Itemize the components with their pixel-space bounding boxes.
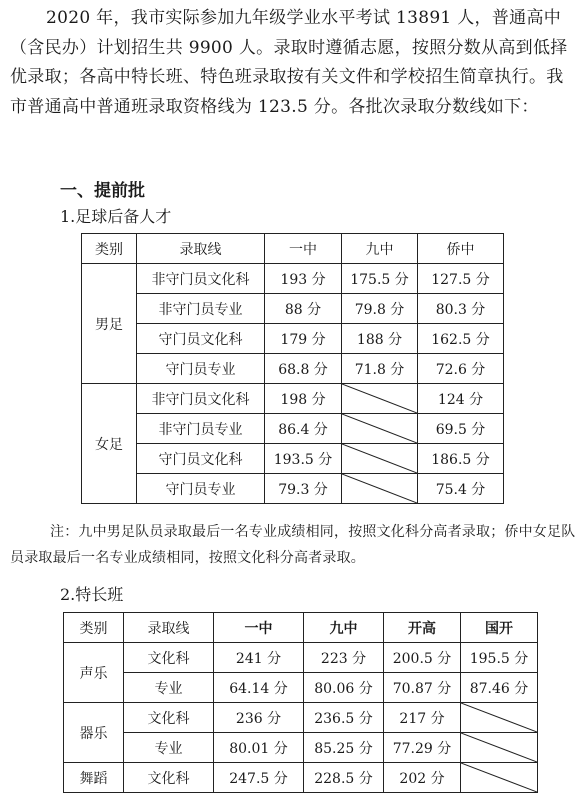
category-cell: 舞蹈 <box>64 763 124 793</box>
line-cell: 文化科 <box>124 703 214 733</box>
line-cell: 守门员文化科 <box>137 444 265 474</box>
line-cell: 非守门员文化科 <box>137 384 265 414</box>
table-row <box>82 354 504 384</box>
diagonal-line <box>342 474 417 503</box>
empty-diagonal-cell <box>342 474 418 504</box>
score-cell: 198 分 <box>265 384 342 414</box>
empty-diagonal-cell <box>342 444 418 474</box>
category-cell: 男足 <box>82 264 137 384</box>
table-row <box>82 384 504 414</box>
score-cell: 247.5 分 <box>214 763 304 793</box>
header-line: 录取线 <box>124 613 214 643</box>
note-text: 注：九中男足队员录取最后一名专业成绩相同，按照文化科分高者录取；侨中女足队员录取最后一名专业成绩相同，按照文化科分高者录取。 <box>10 524 576 566</box>
line-cell: 守门员文化科 <box>137 324 265 354</box>
score-cell: 200.5 分 <box>384 643 461 673</box>
line-cell: 守门员专业 <box>137 474 265 504</box>
intro-text: 2020 年，我市实际参加九年级学业水平考试 13891 人，普通高中（含民办）计划招生共 9900 人。录取时遵循志愿，按照分数从高到低择优录取；各高中特长班、特色班录取按有关文件和学校招生简章执行。我市普通高中普通班录取资格线为 123.5 分。各批次录取分数线如下： <box>10 8 568 117</box>
line-cell: 文化科 <box>124 763 214 793</box>
line-cell: 专业 <box>124 733 214 763</box>
table-row <box>82 324 504 354</box>
table-row <box>64 703 538 733</box>
table-row <box>82 474 504 504</box>
table-row <box>82 264 504 294</box>
line-cell: 守门员专业 <box>137 354 265 384</box>
table-row <box>82 414 504 444</box>
score-cell: 85.25 分 <box>304 733 384 763</box>
score-cell: 88 分 <box>265 294 342 324</box>
score-cell: 80.01 分 <box>214 733 304 763</box>
table-header-row <box>64 613 538 643</box>
football-subheading: 1.足球后备人才 <box>60 207 172 226</box>
table-row <box>64 763 538 793</box>
table-header-row <box>82 234 504 264</box>
section-heading: 一、提前批 <box>60 181 145 201</box>
score-cell: 193.5 分 <box>265 444 342 474</box>
diagonal-line <box>342 414 417 443</box>
score-cell: 127.5 分 <box>418 264 504 294</box>
score-cell: 79.8 分 <box>342 294 418 324</box>
header-guokai: 国开 <box>461 613 538 643</box>
score-cell: 179 分 <box>265 324 342 354</box>
header-category: 类别 <box>82 234 137 264</box>
line-cell: 非守门员专业 <box>137 414 265 444</box>
header-jiuzhong: 九中 <box>304 613 384 643</box>
table-row <box>64 733 538 763</box>
score-cell: 175.5 分 <box>342 264 418 294</box>
score-cell: 228.5 分 <box>304 763 384 793</box>
score-cell: 79.3 分 <box>265 474 342 504</box>
table-row <box>64 673 538 703</box>
score-cell: 236 分 <box>214 703 304 733</box>
header-line: 录取线 <box>137 234 265 264</box>
diagonal-line <box>342 444 417 473</box>
line-cell: 非守门员专业 <box>137 294 265 324</box>
score-cell: 124 分 <box>418 384 504 414</box>
empty-diagonal-cell <box>461 703 538 733</box>
line-cell: 非守门员文化科 <box>137 264 265 294</box>
header-yizhong: 一中 <box>214 613 304 643</box>
score-cell: 80.06 分 <box>304 673 384 703</box>
empty-diagonal-cell <box>461 763 538 793</box>
table-row <box>82 444 504 474</box>
score-cell: 70.87 分 <box>384 673 461 703</box>
line-cell: 文化科 <box>124 643 214 673</box>
score-cell: 64.14 分 <box>214 673 304 703</box>
header-qiaozhong: 侨中 <box>418 234 504 264</box>
special-table <box>63 612 538 793</box>
score-cell: 162.5 分 <box>418 324 504 354</box>
football-table <box>81 233 504 504</box>
header-yizhong: 一中 <box>265 234 342 264</box>
score-cell: 86.4 分 <box>265 414 342 444</box>
score-cell: 80.3 分 <box>418 294 504 324</box>
note-paragraph <box>10 519 576 571</box>
category-cell: 器乐 <box>64 703 124 763</box>
category-cell: 女足 <box>82 384 137 504</box>
score-cell: 69.5 分 <box>418 414 504 444</box>
table-row <box>82 294 504 324</box>
score-cell: 87.46 分 <box>461 673 538 703</box>
category-cell: 声乐 <box>64 643 124 703</box>
diagonal-line <box>461 763 537 792</box>
score-cell: 236.5 分 <box>304 703 384 733</box>
empty-diagonal-cell <box>342 384 418 414</box>
table-row <box>64 643 538 673</box>
diagonal-line <box>342 384 417 413</box>
score-cell: 186.5 分 <box>418 444 504 474</box>
special-subheading: 2.特长班 <box>60 585 124 604</box>
score-cell: 188 分 <box>342 324 418 354</box>
intro-paragraph <box>10 4 576 122</box>
header-category: 类别 <box>64 613 124 643</box>
score-cell: 217 分 <box>384 703 461 733</box>
score-cell: 68.8 分 <box>265 354 342 384</box>
score-cell: 77.29 分 <box>384 733 461 763</box>
diagonal-line <box>461 733 537 762</box>
line-cell: 专业 <box>124 673 214 703</box>
empty-diagonal-cell <box>461 733 538 763</box>
empty-diagonal-cell <box>342 414 418 444</box>
score-cell: 72.6 分 <box>418 354 504 384</box>
score-cell: 193 分 <box>265 264 342 294</box>
score-cell: 241 分 <box>214 643 304 673</box>
score-cell: 75.4 分 <box>418 474 504 504</box>
score-cell: 195.5 分 <box>461 643 538 673</box>
score-cell: 202 分 <box>384 763 461 793</box>
score-cell: 223 分 <box>304 643 384 673</box>
header-kaigao: 开高 <box>384 613 461 643</box>
diagonal-line <box>461 703 537 732</box>
header-jiuzhong: 九中 <box>342 234 418 264</box>
score-cell: 71.8 分 <box>342 354 418 384</box>
